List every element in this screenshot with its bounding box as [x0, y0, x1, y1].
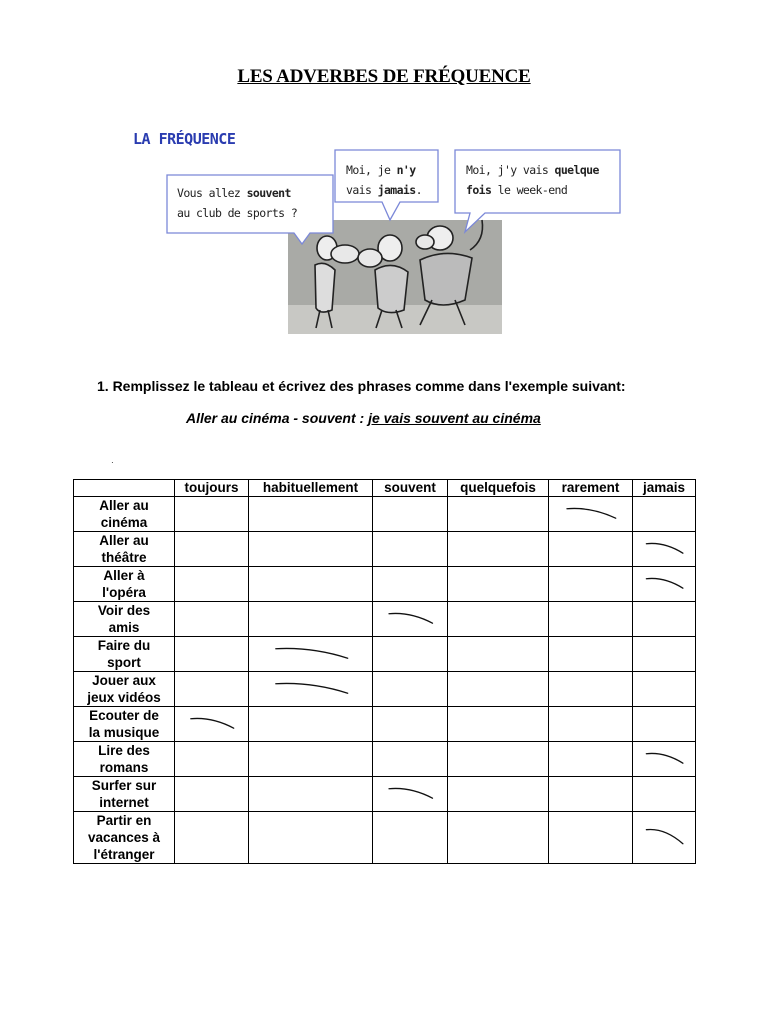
header-cell: habituellement: [249, 480, 373, 497]
answer-cell[interactable]: [549, 812, 633, 864]
answer-cell[interactable]: [549, 567, 633, 602]
row-label: [74, 742, 175, 777]
row-label-line: cinéma: [100, 515, 148, 530]
answer-cell[interactable]: [175, 777, 249, 812]
answer-cell[interactable]: [633, 672, 696, 707]
answer-cell[interactable]: [175, 532, 249, 567]
row-label-line: Ecouter de: [89, 708, 159, 723]
row-label-line: Jouer aux: [92, 673, 156, 688]
row-label: [74, 672, 175, 707]
table-header-row: [74, 480, 696, 497]
illustration-heading: LA FRÉQUENCE: [133, 130, 236, 148]
table-row: [74, 742, 696, 777]
answer-cell[interactable]: [633, 532, 696, 567]
answer-cell[interactable]: [249, 637, 373, 672]
answer-cell[interactable]: [175, 497, 249, 532]
answer-cell[interactable]: [633, 567, 696, 602]
header-cell: toujours: [175, 480, 249, 497]
row-label-line: l'étranger: [93, 847, 155, 862]
answer-cell[interactable]: [549, 672, 633, 707]
cartoon-illustration: [120, 120, 640, 350]
header-cell: rarement: [549, 480, 633, 497]
answer-cell[interactable]: [175, 742, 249, 777]
answer-cell[interactable]: [249, 532, 373, 567]
row-label: [74, 707, 175, 742]
row-label-line: Voir des: [97, 603, 151, 618]
answer-cell[interactable]: [448, 637, 549, 672]
row-label-line: Aller au: [99, 533, 149, 548]
example-answer: je vais souvent au cinéma: [368, 410, 541, 426]
answer-cell[interactable]: [448, 567, 549, 602]
answer-cell[interactable]: [373, 707, 448, 742]
row-label: [74, 812, 175, 864]
row-label-line: sport: [107, 655, 141, 670]
table-row: [74, 602, 696, 637]
bubble-2-text: Moi, je n'y vais jamais.: [346, 163, 422, 197]
table-row: [74, 707, 696, 742]
answer-cell[interactable]: [448, 742, 549, 777]
header-cell: souvent: [373, 480, 448, 497]
answer-cell[interactable]: [249, 602, 373, 637]
answer-cell[interactable]: [175, 707, 249, 742]
bubble-1-text: Vous allez souvent au club de sports ?: [177, 186, 298, 220]
answer-cell[interactable]: [373, 812, 448, 864]
row-label: [74, 602, 175, 637]
answer-cell[interactable]: [549, 707, 633, 742]
answer-cell[interactable]: [249, 777, 373, 812]
row-label-line: jeux vidéos: [87, 690, 161, 705]
table-row: [74, 637, 696, 672]
answer-cell[interactable]: [633, 742, 696, 777]
row-label: [74, 637, 175, 672]
table-row: [74, 532, 696, 567]
answer-cell[interactable]: [373, 532, 448, 567]
answer-cell[interactable]: [549, 742, 633, 777]
stray-mark: ·: [111, 458, 114, 467]
answer-cell[interactable]: [373, 777, 448, 812]
row-label-line: internet: [99, 795, 149, 810]
answer-cell[interactable]: [448, 707, 549, 742]
answer-cell[interactable]: [249, 497, 373, 532]
bubble-3-text: Moi, j'y vais quelque fois le week-end: [466, 163, 599, 197]
example-sentence: [186, 410, 541, 426]
answer-cell[interactable]: [633, 497, 696, 532]
row-label-line: Aller au: [99, 498, 149, 513]
answer-cell[interactable]: [448, 532, 549, 567]
answer-cell[interactable]: [633, 707, 696, 742]
row-label-line: Aller à: [103, 568, 145, 583]
row-label-line: théâtre: [101, 550, 147, 565]
answer-cell[interactable]: [633, 602, 696, 637]
answer-cell[interactable]: [549, 777, 633, 812]
row-label-line: l'opéra: [102, 585, 146, 600]
answer-cell[interactable]: [373, 497, 448, 532]
row-label: [74, 777, 175, 812]
answer-cell[interactable]: [373, 637, 448, 672]
answer-cell[interactable]: [448, 497, 549, 532]
answer-cell[interactable]: [373, 602, 448, 637]
answer-cell[interactable]: [633, 812, 696, 864]
document-title: LES ADVERBES DE FRÉQUENCE: [237, 66, 531, 87]
header-cell: quelquefois: [448, 480, 549, 497]
answer-cell[interactable]: [175, 812, 249, 864]
exercise-instruction: 1. Remplissez le tableau et écrivez des phrases comme dans l'exemple suivant:: [97, 378, 626, 394]
answer-cell[interactable]: [549, 532, 633, 567]
answer-cell[interactable]: [448, 812, 549, 864]
answer-cell[interactable]: [448, 672, 549, 707]
answer-cell[interactable]: [249, 812, 373, 864]
row-label-line: Surfer sur: [91, 778, 157, 793]
row-label: [74, 532, 175, 567]
header-corner: [74, 480, 175, 497]
answer-cell[interactable]: [549, 637, 633, 672]
table-row: [74, 672, 696, 707]
row-label-line: la musique: [88, 725, 160, 740]
row-label: [74, 497, 175, 532]
answer-cell[interactable]: [175, 672, 249, 707]
answer-cell[interactable]: [249, 742, 373, 777]
row-label-line: amis: [108, 620, 140, 635]
row-label: [74, 567, 175, 602]
table-row: [74, 812, 696, 864]
row-label-line: Faire du: [97, 638, 151, 653]
table-row: [74, 567, 696, 602]
answer-cell[interactable]: [633, 777, 696, 812]
answer-cell[interactable]: [175, 567, 249, 602]
answer-cell[interactable]: [549, 497, 633, 532]
answer-cell[interactable]: [633, 637, 696, 672]
frequency-table: [73, 479, 696, 864]
answer-cell[interactable]: [249, 567, 373, 602]
answer-cell[interactable]: [448, 602, 549, 637]
table-row: [74, 497, 696, 532]
answer-cell[interactable]: [373, 567, 448, 602]
row-label-line: Lire des: [98, 743, 150, 758]
answer-cell[interactable]: [249, 672, 373, 707]
row-label-line: romans: [99, 760, 149, 775]
answer-cell[interactable]: [549, 602, 633, 637]
answer-cell[interactable]: [373, 742, 448, 777]
header-cell: jamais: [633, 480, 696, 497]
answer-cell[interactable]: [448, 777, 549, 812]
table-row: [74, 777, 696, 812]
row-label-line: vacances à: [87, 830, 161, 845]
answer-cell[interactable]: [175, 602, 249, 637]
answer-cell[interactable]: [175, 637, 249, 672]
answer-cell[interactable]: [373, 672, 448, 707]
example-prompt: Aller au cinéma - souvent :: [186, 410, 369, 426]
row-label-line: Partir en: [96, 813, 152, 828]
answer-cell[interactable]: [249, 707, 373, 742]
